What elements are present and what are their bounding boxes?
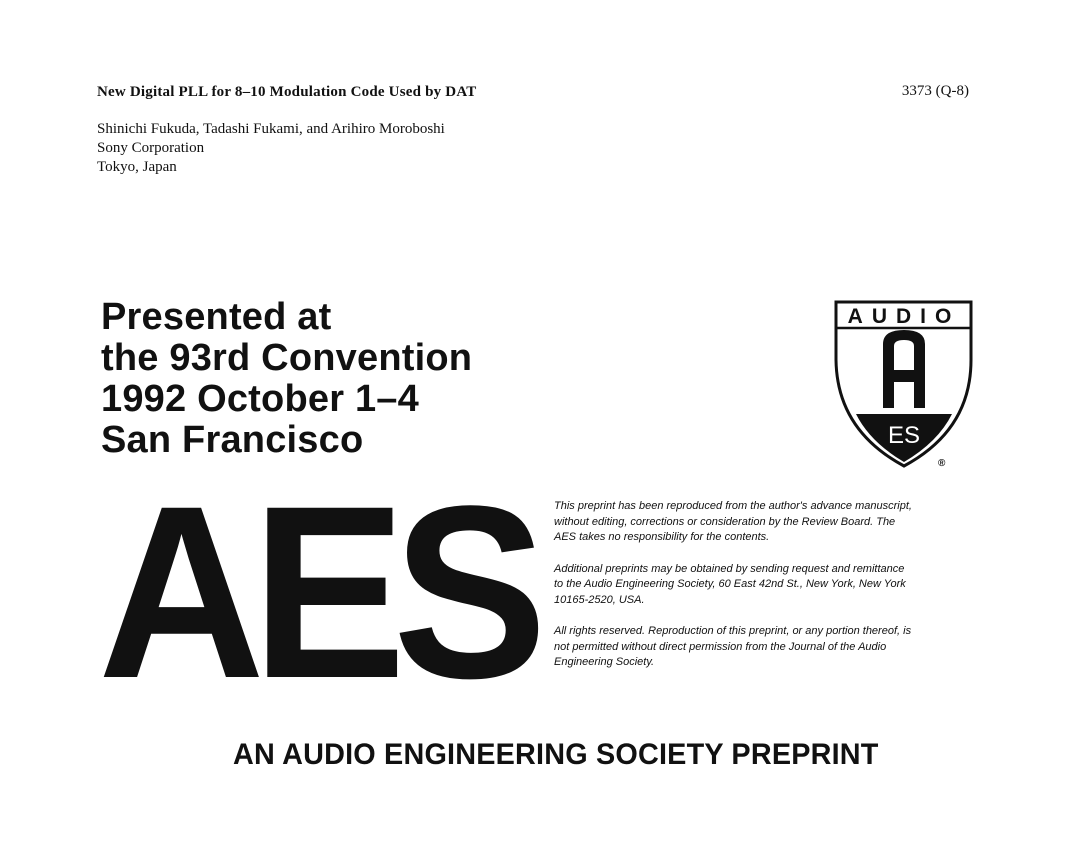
registered-mark: ® [938,458,946,469]
convention-line-3: 1992 October 1–4 [101,378,419,420]
convention-line-4: San Francisco [101,419,364,461]
convention-line-1: Presented at [101,296,332,338]
author-block [97,120,445,177]
convention-line-2: the 93rd Convention [101,337,473,379]
logo-top-text: AUDIO [847,305,961,328]
logo-bottom-text: ES [887,422,921,449]
author-affiliation: Sony Corporation [97,140,205,156]
disclaimer-reproduction: This preprint has been reproduced from the author's advance manuscript, without editing, corrections or consideration by the Review Board. The AES takes no responsibility for the contents. [554,500,912,543]
paper-number: 3373 (Q-8) [901,83,969,99]
convention-heading [101,297,472,461]
aes-wordmark: AES [98,455,534,730]
paper-title: New Digital PLL for 8–10 Modulation Code Used by DAT [97,84,477,100]
aes-shield-logo-icon [834,300,974,472]
author-location: Tokyo, Japan [97,159,177,175]
preprint-banner: AN AUDIO ENGINEERING SOCIETY PREPRINT [233,738,879,771]
disclaimer-ordering: Additional preprints may be obtained by sending request and remittance to the Audio Engineering Society, 60 East 42nd St., New York, New York 10165-2520, USA. [554,562,906,606]
author-names: Shinichi Fukuda, Tadashi Fukami, and Arihiro Moroboshi [97,121,445,137]
disclaimer-block [554,499,914,687]
disclaimer-rights: All rights reserved. Reproduction of this preprint, or any portion thereof, is not permitted without direct permission from the Journal of the Audio Engineering Society. [554,625,912,668]
